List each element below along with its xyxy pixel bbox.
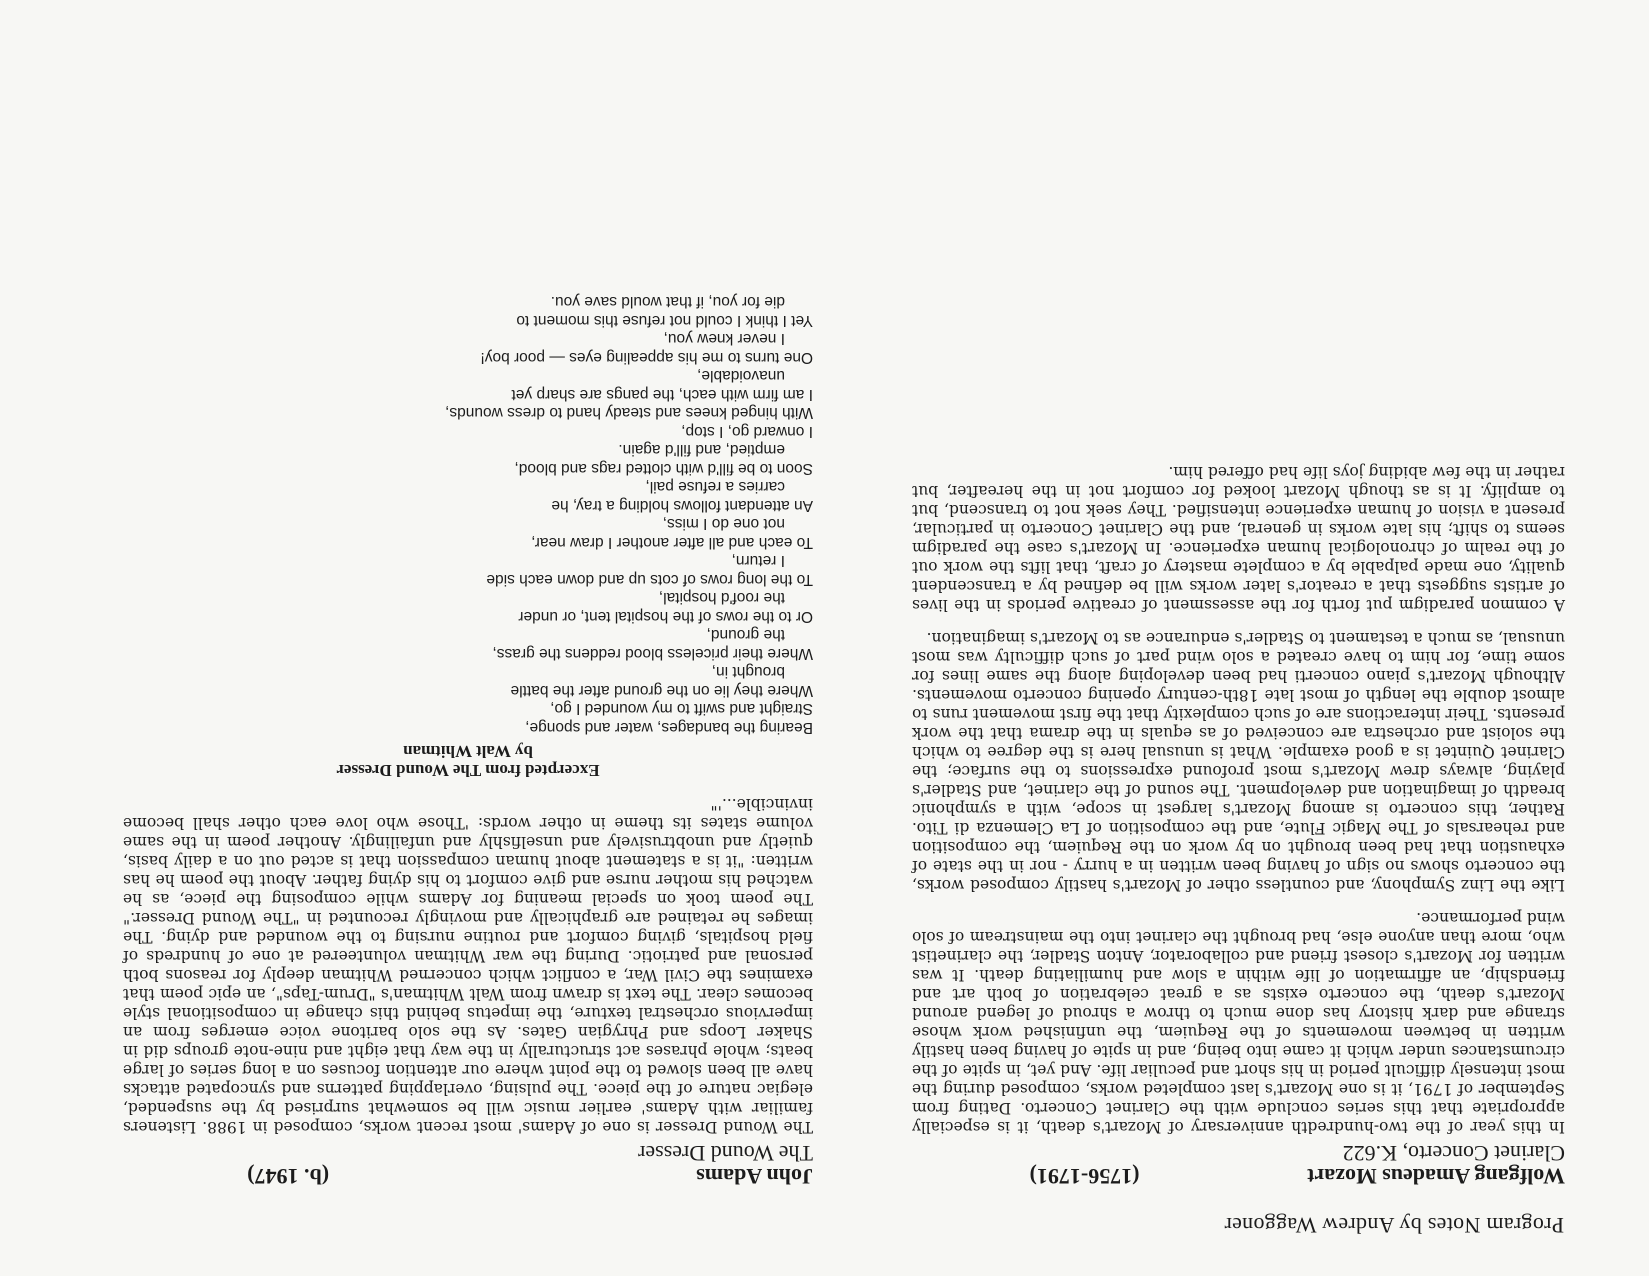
mozart-dates: (1756-1791) <box>1029 1164 1140 1189</box>
adams-composer-heading <box>247 1164 813 1189</box>
poem-author: by Walt Whitman <box>403 742 533 761</box>
poem-line: brought in, <box>711 663 785 681</box>
mozart-column <box>912 448 1565 1189</box>
poem-line: not one do I miss, <box>662 515 785 533</box>
poem-line: the ground, <box>706 626 785 644</box>
poem-line: I never knew you, <box>663 330 785 348</box>
adams-dates: (b. 1947) <box>247 1164 330 1189</box>
poem-title: Excerpted from The Wound Dresser <box>336 761 600 780</box>
mozart-name: Wolfgang Amadeus Mozart <box>1307 1164 1565 1189</box>
poem-line: die for you, if that would save you. <box>550 293 785 311</box>
poem-line: An attendant follows holding a tray, he <box>551 497 813 514</box>
adams-column <box>123 292 813 1189</box>
poem-line: Where they lie on the ground after the battle <box>510 682 813 699</box>
poem-body <box>123 292 813 736</box>
poem-line: Bearing the bandages, water and sponge, <box>525 719 813 736</box>
poem-line: emptied, and fill'd again. <box>618 441 785 459</box>
poem-line: Or to the rows of the hospital tent, or under <box>518 608 813 625</box>
poem-line: I onward go, I stop, <box>681 423 813 440</box>
mozart-paragraph-1: In this year of the two-hundredth anniversary of Mozart's death, it is especially appropriate that this series conclude with the Clarinet Concerto. Dating from September of 1791, it is one Mozart's last completed works, composed during the most intensely difficult period in his short and peculiar life. And yet, in spite of the circumstances under which it came into being, and in spite of having been hastily written in between movements of the Requiem, the unfinished work whose strange and dark history has done much to throw a shroud of legend around Mozart's death, the concerto exists as a great celebration of both art and friendship, an affirmation of life within a slow and humiliating death. It was written for Mozart's closest friend and collaborator, Anton Stadler, the clarinetist who, more than anyone else, had brought the clarinet into the mainstream of solo wind performance. <box>912 909 1565 1136</box>
poem-line: carries a refuse pail, <box>645 478 785 496</box>
adams-work-title: The Wound Dresser <box>637 1141 813 1166</box>
mozart-paragraph-2: Like the Linz Symphony, and countless other of Mozart's hastily composed works, the concerto shows no sign of having been written in a hurry - nor in the state of exhaustion that had been brought on by work on the Requiem, the composition and rehearsals of The Magic Flute, and the composition of La Clemenza di Tito. Rather, this concerto is among Mozart's largest in scope, with a symphonic breadth of imagination and development. The sound of the clarinet, and Stadler's playing, always drew Mozart's most profound expressions to the surface; the Clarinet Quintet is a good example. What is unusual here is the degree to which the soloist and orchestra are conceived of as equals in the drama that the work presents. Their interactions are of such complexity that the first movement runs to almost double the length of most late 18th-century opening concerto movements. Although Mozart's piano concerti had been developing along the same lines for some time, for him to have created a solo wind part of such difficulty was most unusual, as much a testament to Stadler's endurance as to Mozart's imagination. <box>912 629 1565 894</box>
poem-line: Straight and swift to my wounded I go, <box>550 700 813 718</box>
poem-line: I am firm with each, the pangs are sharp yet <box>511 386 813 403</box>
poem-line: Yet I think I could not refuse this moment to <box>516 312 813 329</box>
poem-line: One turns to me his appealing eyes — poor boy! <box>480 349 813 366</box>
adams-paragraph-1: The Wound Dresser is one of Adams' most recent works, composed in 1988. Listeners familiar with Adams' earlier music will be somewhat surprised by the suspended, elegiac nature of the piece. The pulsing, overlapping patterns and syncopated attacks have all been slowed to the point where our attention focuses on a long series of large beats; whole phrases act structurally in the way that eight and nine-note groups did in Shaker Loops and Phrygian Gates. As the solo baritone voice emerges from an impervious orchestral texture, the impetus behind this change in compositional style becomes clear. The text is drawn from Walt Whitman's "Drum-Taps", an epic poem that examines the Civil War, a conflict which concerned Whitman deeply for reasons both personal and patriotic. During the war Whitman volunteered at one of hundreds of field hospitals, giving comfort and routine nursing to the wounded and dying. The images he retained are graphically and movingly recounted in "The Wound Dresser." The poem took on special meaning for Adams while composing the piece, as he watched his mother nurse and give comfort to his dying father. About the poem he has written: "it is a statement about human compassion that is acted out on a daily basis, quietly and unobtrusively and unselfishly and unfailingly. Another poem in the same volume states its theme in other words: 'Those who love each other shall become invincible...'" <box>123 795 813 1136</box>
poem-line: With hinged knees and steady hand to dress wounds, <box>445 404 813 422</box>
poem-line: unavoidable, <box>697 367 785 385</box>
poem-line: Soon to be fill'd with clotted rags and blood, <box>514 460 813 477</box>
poem-line: Where their priceless blood reddens the grass, <box>492 645 813 662</box>
poem-line: To the long rows of cots up and down each side <box>486 571 813 588</box>
adams-name: John Adams <box>696 1164 813 1189</box>
page-header: Program Notes by Andrew Waggoner <box>1224 1213 1564 1238</box>
mozart-paragraph-3: A common paradigm put forth for the assessment of creative periods in the lives of artists suggests that a creator's later works will be defined by a transcendent quality, one made palpable by a complete mastery of craft, that lifts the work out of the realm of chronological human experience. In Mozart's case the paradigm seems to shift; his late works in general, and the Clarinet Concerto in particular, present a vision of human experience intensified. They seek not to transcend, but to amplify. It is as though Mozart looked for comfort not in the hereafter, but rather in the few abiding joys life had offered him. <box>912 463 1565 614</box>
poem-line: the roof'd hospital, <box>658 589 785 607</box>
poem-line: To each and all after another I draw near, <box>531 534 813 551</box>
mozart-work-title: Clarinet Concerto, K.622 <box>1342 1141 1565 1166</box>
poem-line: I return, <box>731 552 785 570</box>
mozart-composer-heading <box>1029 1164 1565 1189</box>
